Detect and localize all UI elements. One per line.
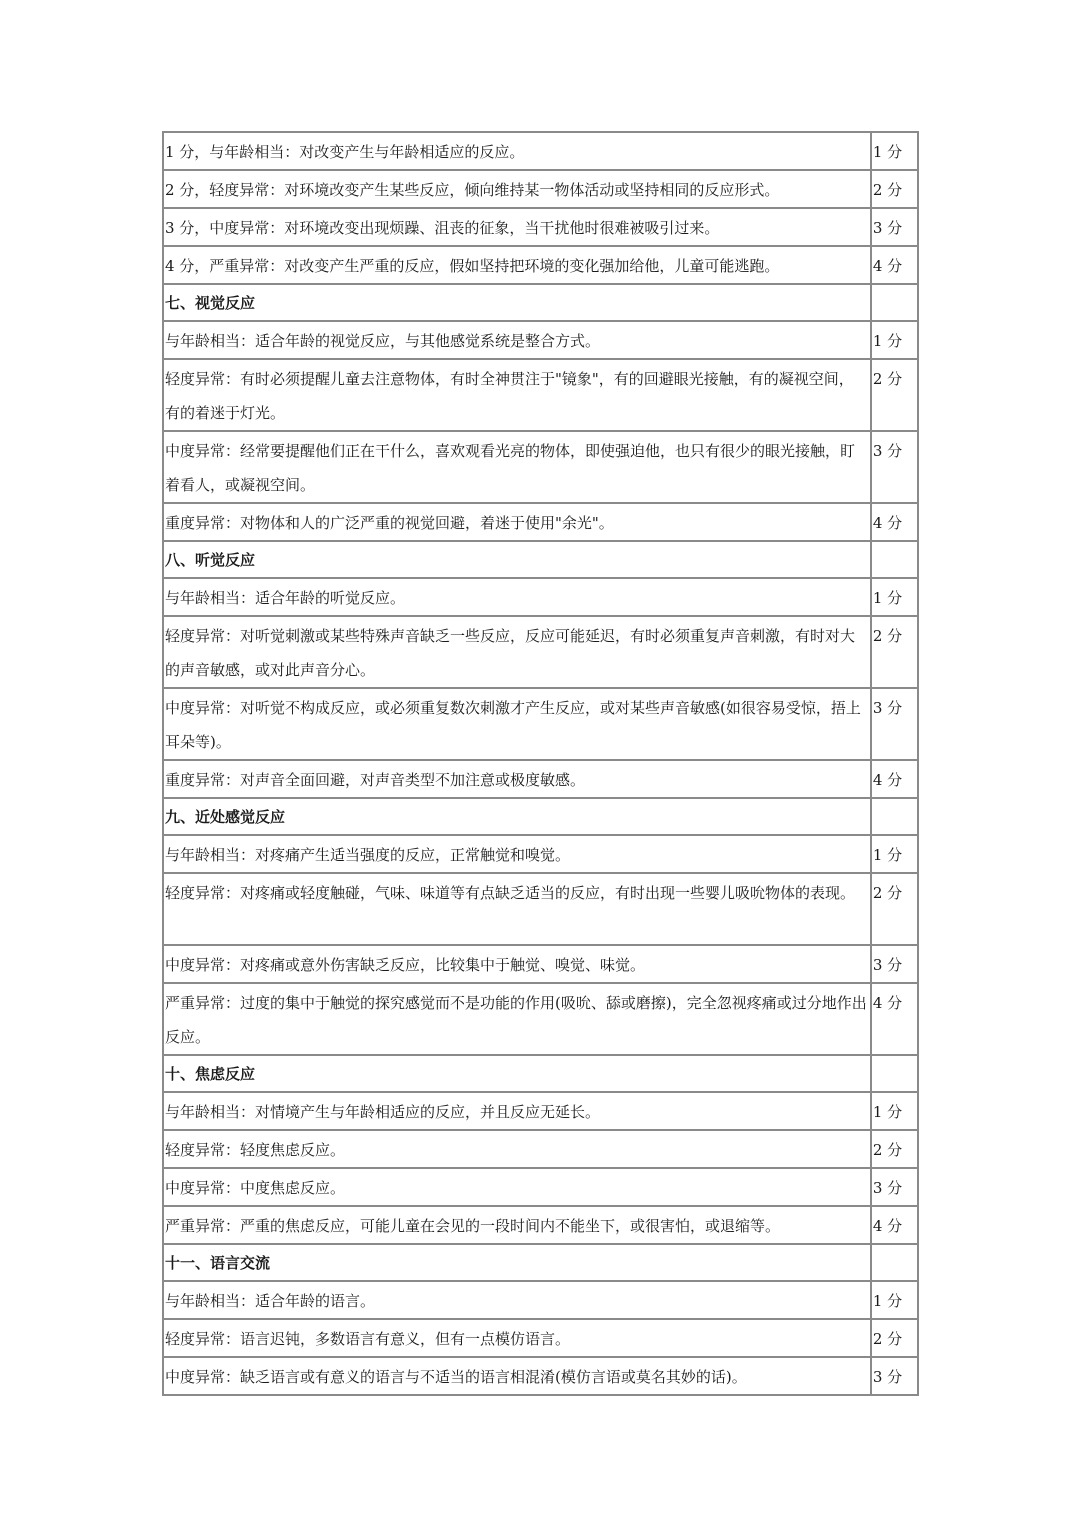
criterion-row (163, 1357, 918, 1395)
score-cell: 1 分 (871, 132, 918, 170)
criterion-row (163, 170, 918, 208)
score-cell: 2 分 (871, 873, 918, 945)
criterion-description: 轻度异常：语言迟钝，多数语言有意义，但有一点模仿语言。 (163, 1319, 871, 1357)
section-title: 七、视觉反应 (163, 284, 871, 321)
criterion-description: 与年龄相当：对疼痛产生适当强度的反应，正常触觉和嗅觉。 (163, 835, 871, 873)
score-cell: 2 分 (871, 1319, 918, 1357)
criterion-description: 与年龄相当：适合年龄的语言。 (163, 1281, 871, 1319)
score-cell: 2 分 (871, 616, 918, 688)
criterion-row (163, 503, 918, 541)
criterion-row (163, 1206, 918, 1244)
criterion-description: 轻度异常：轻度焦虑反应。 (163, 1130, 871, 1168)
score-cell: 4 分 (871, 760, 918, 798)
criterion-row (163, 359, 918, 431)
criterion-row (163, 431, 918, 503)
score-cell: 1 分 (871, 1281, 918, 1319)
score-cell (871, 284, 918, 321)
criterion-description: 与年龄相当：适合年龄的听觉反应。 (163, 578, 871, 616)
criterion-description: 轻度异常：对听觉刺激或某些特殊声音缺乏一些反应，反应可能延迟，有时必须重复声音刺激，有时对大的声音敏感，或对此声音分心。 (163, 616, 871, 688)
score-cell: 2 分 (871, 359, 918, 431)
criterion-description: 严重异常：严重的焦虑反应，可能儿童在会见的一段时间内不能坐下，或很害怕，或退缩等。 (163, 1206, 871, 1244)
score-cell: 1 分 (871, 578, 918, 616)
criterion-description: 中度异常：中度焦虑反应。 (163, 1168, 871, 1206)
section-title: 八、听觉反应 (163, 541, 871, 578)
section-header-row (163, 1244, 918, 1281)
score-cell (871, 1055, 918, 1092)
criterion-row (163, 688, 918, 760)
criterion-row (163, 1092, 918, 1130)
score-cell: 3 分 (871, 945, 918, 983)
criterion-description: 3 分，中度异常：对环境改变出现烦躁、沮丧的征象，当干扰他时很难被吸引过来。 (163, 208, 871, 246)
criterion-row (163, 983, 918, 1055)
criterion-row (163, 1130, 918, 1168)
criterion-description: 重度异常：对声音全面回避，对声音类型不加注意或极度敏感。 (163, 760, 871, 798)
score-cell: 4 分 (871, 1206, 918, 1244)
score-cell (871, 798, 918, 835)
criterion-description: 中度异常：对疼痛或意外伤害缺乏反应，比较集中于触觉、嗅觉、味觉。 (163, 945, 871, 983)
score-cell: 3 分 (871, 1357, 918, 1395)
criterion-description: 1 分，与年龄相当：对改变产生与年龄相适应的反应。 (163, 132, 871, 170)
criterion-row (163, 1168, 918, 1206)
criterion-row (163, 246, 918, 284)
criterion-row (163, 1319, 918, 1357)
score-cell: 3 分 (871, 688, 918, 760)
criterion-row (163, 616, 918, 688)
criterion-row (163, 321, 918, 359)
section-header-row (163, 1055, 918, 1092)
section-header-row (163, 541, 918, 578)
criterion-description: 与年龄相当：适合年龄的视觉反应，与其他感觉系统是整合方式。 (163, 321, 871, 359)
criterion-description: 中度异常：对听觉不构成反应，或必须重复数次刺激才产生反应，或对某些声音敏感(如很容易受惊，捂上耳朵等)。 (163, 688, 871, 760)
criterion-row (163, 760, 918, 798)
section-title: 十一、语言交流 (163, 1244, 871, 1281)
criterion-description: 严重异常：过度的集中于触觉的探究感觉而不是功能的作用(吸吮、舔或磨擦)，完全忽视疼痛或过分地作出反应。 (163, 983, 871, 1055)
rating-scale-body (163, 132, 918, 1395)
section-header-row (163, 284, 918, 321)
section-title: 十、焦虑反应 (163, 1055, 871, 1092)
criterion-row (163, 835, 918, 873)
score-cell: 4 分 (871, 983, 918, 1055)
score-cell: 3 分 (871, 1168, 918, 1206)
score-cell: 2 分 (871, 1130, 918, 1168)
criterion-row (163, 208, 918, 246)
criterion-description: 2 分，轻度异常：对环境改变产生某些反应，倾向维持某一物体活动或坚持相同的反应形式。 (163, 170, 871, 208)
score-cell: 1 分 (871, 835, 918, 873)
criterion-description: 与年龄相当：对情境产生与年龄相适应的反应，并且反应无延长。 (163, 1092, 871, 1130)
criterion-row (163, 1281, 918, 1319)
criterion-description: 轻度异常：有时必须提醒儿童去注意物体，有时全神贯注于"镜象"，有的回避眼光接触，有的凝视空间，有的着迷于灯光。 (163, 359, 871, 431)
score-cell: 1 分 (871, 1092, 918, 1130)
criterion-row (163, 578, 918, 616)
criterion-description: 轻度异常：对疼痛或轻度触碰，气味、味道等有点缺乏适当的反应，有时出现一些婴儿吸吮物体的表现。 (163, 873, 871, 945)
section-header-row (163, 798, 918, 835)
score-cell (871, 541, 918, 578)
criterion-row (163, 945, 918, 983)
score-cell: 4 分 (871, 503, 918, 541)
criterion-row (163, 873, 918, 945)
criterion-row (163, 132, 918, 170)
score-cell: 1 分 (871, 321, 918, 359)
section-title: 九、近处感觉反应 (163, 798, 871, 835)
score-cell: 3 分 (871, 431, 918, 503)
score-cell: 2 分 (871, 170, 918, 208)
score-cell: 4 分 (871, 246, 918, 284)
criterion-description: 4 分，严重异常：对改变产生严重的反应，假如坚持把环境的变化强加给他，儿童可能逃跑。 (163, 246, 871, 284)
criterion-description: 重度异常：对物体和人的广泛严重的视觉回避，着迷于使用"余光"。 (163, 503, 871, 541)
criterion-description: 中度异常：经常要提醒他们正在干什么，喜欢观看光亮的物体，即使强迫他，也只有很少的眼光接触，盯着看人，或凝视空间。 (163, 431, 871, 503)
criterion-description: 中度异常：缺乏语言或有意义的语言与不适当的语言相混淆(模仿言语或莫名其妙的话)。 (163, 1357, 871, 1395)
rating-scale-table (162, 131, 919, 1396)
score-cell: 3 分 (871, 208, 918, 246)
score-cell (871, 1244, 918, 1281)
